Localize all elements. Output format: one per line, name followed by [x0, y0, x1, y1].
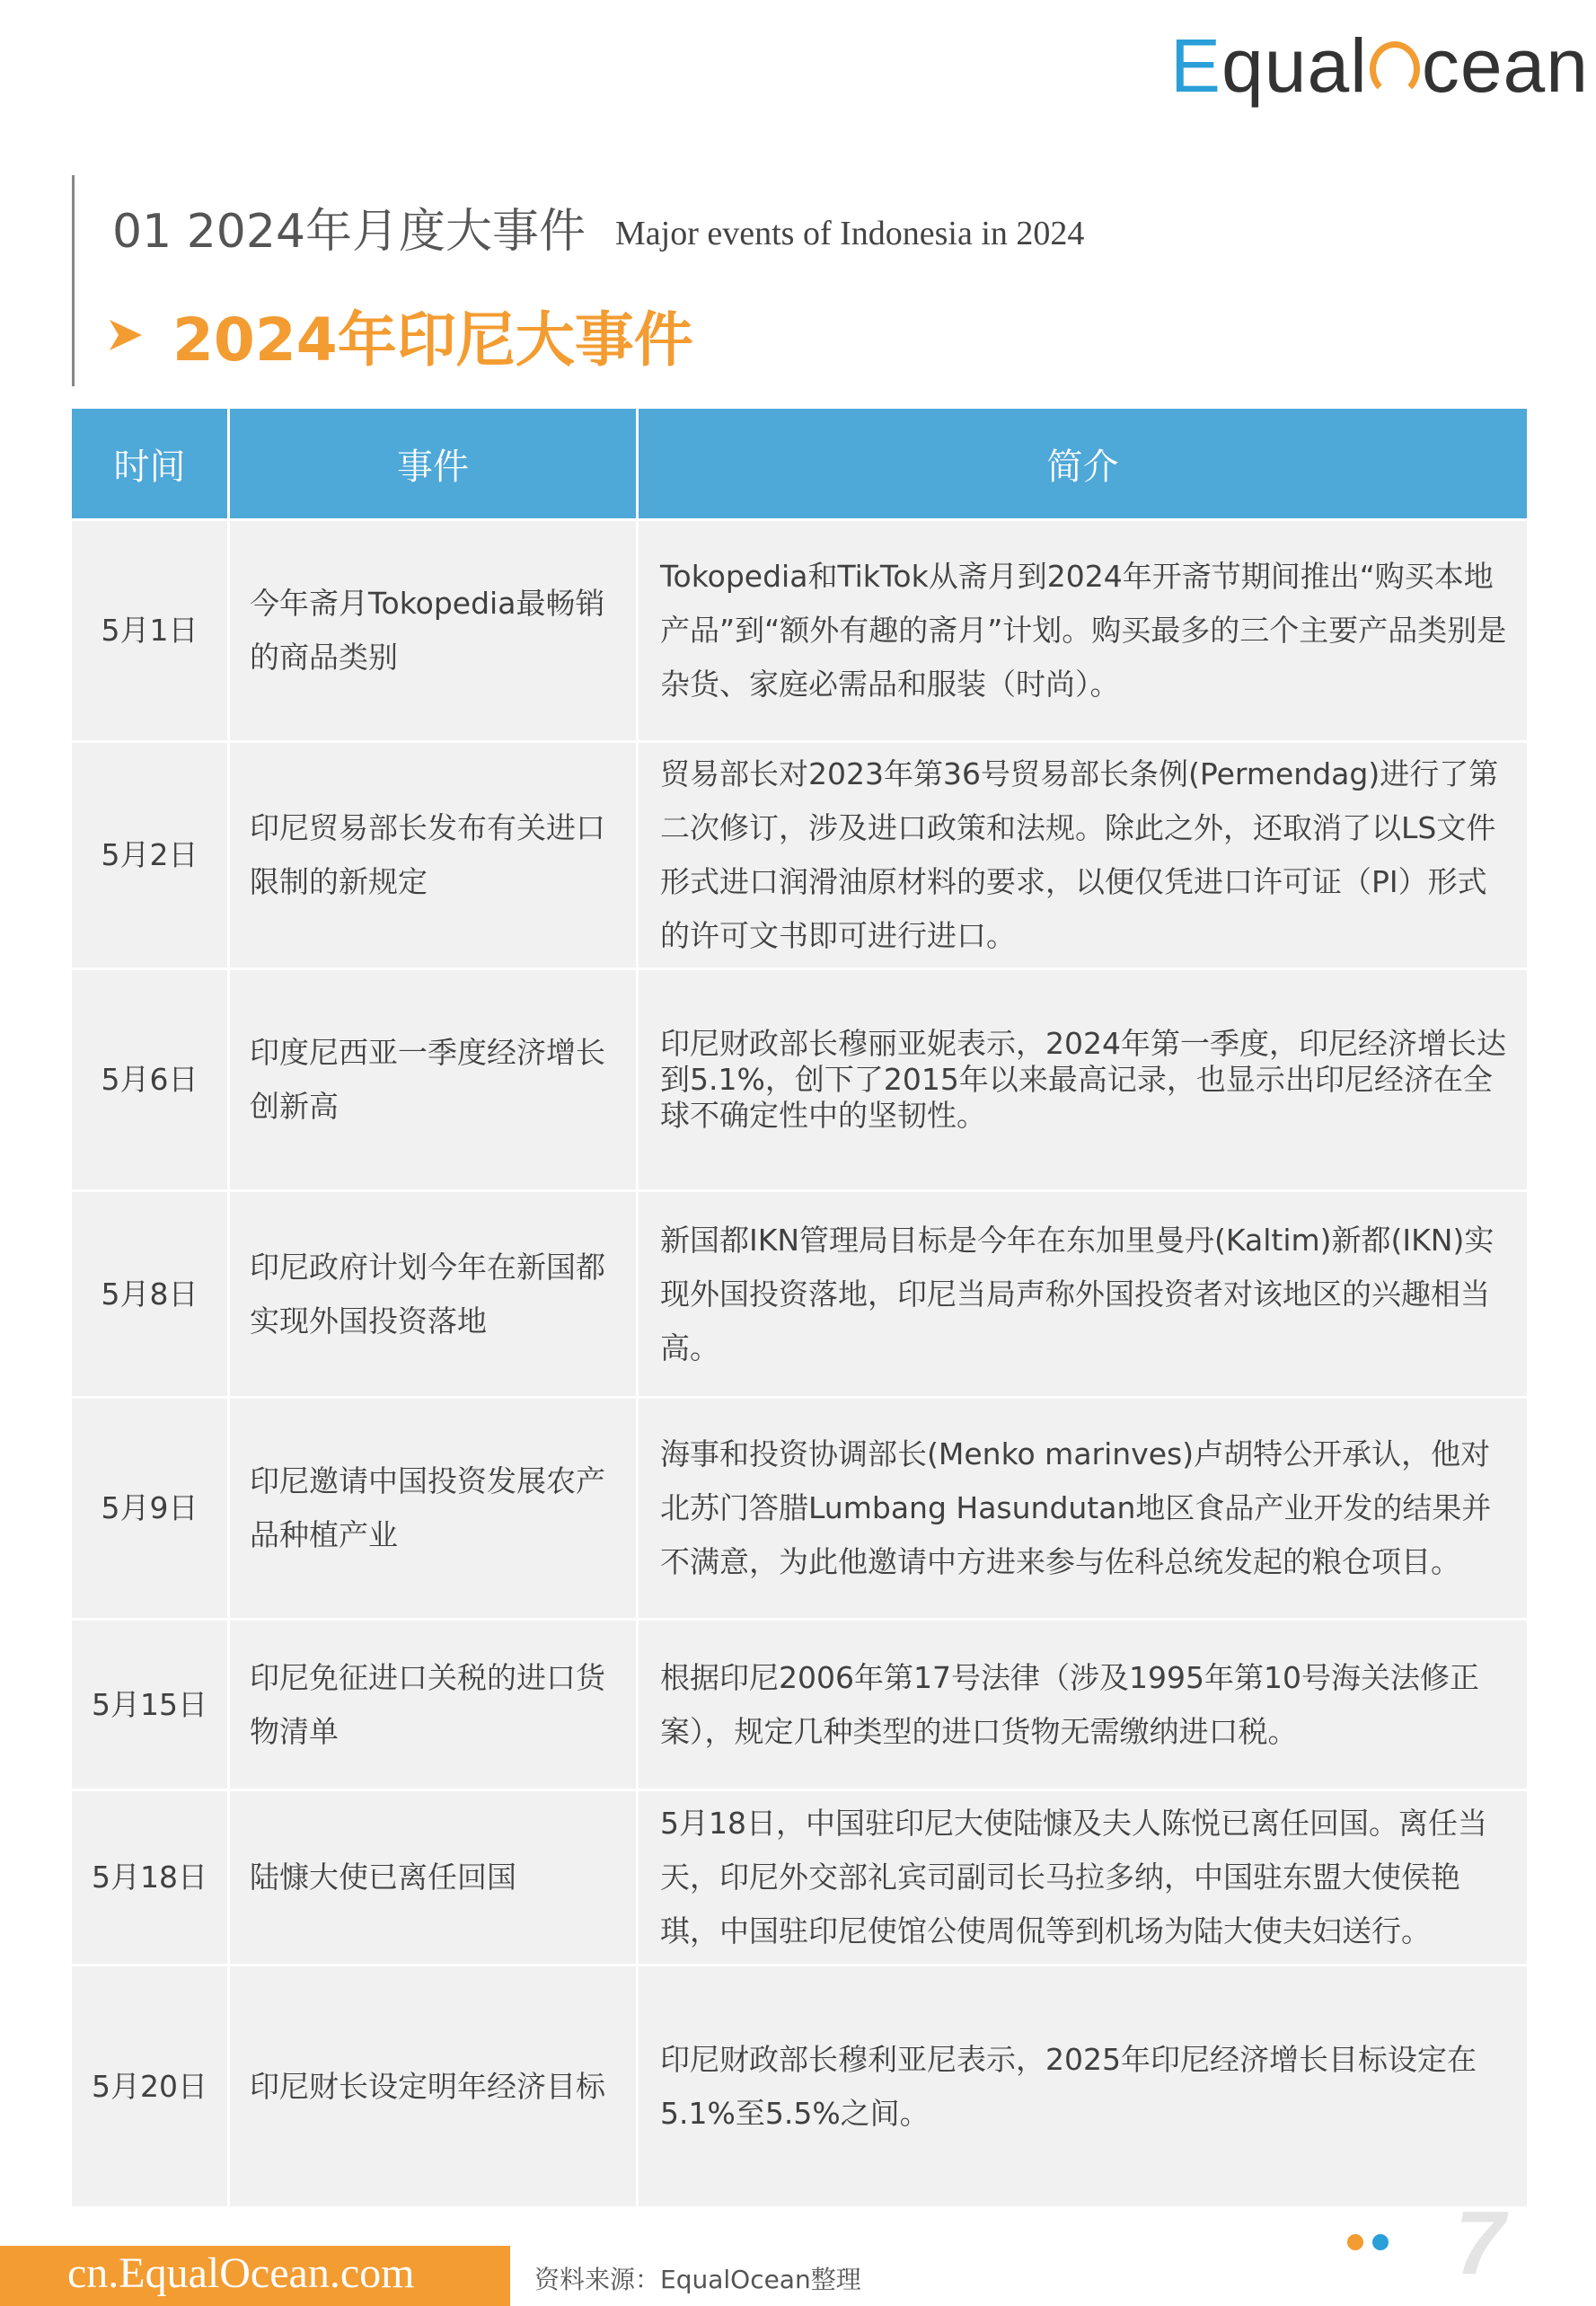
equalocean-logo: [1170, 25, 1589, 106]
table-row: [72, 1189, 1527, 1396]
section-subtitle: Major events of Indonesia in 2024: [615, 215, 1085, 252]
row-event: 印度尼西亚一季度经济增长创新高: [230, 970, 639, 1189]
row-event: 印尼免征进口关税的进口货物清单: [230, 1621, 639, 1789]
table-header: [72, 409, 1527, 518]
table-row: [72, 1396, 1527, 1618]
source-note: 资料来源：EqualOcean整理: [534, 2265, 861, 2294]
row-date: 5月6日: [72, 970, 230, 1189]
page-number: 7: [1455, 2193, 1505, 2293]
row-description: 海事和投资协调部长(Menko marinves)卢胡特公开承认，他对北苏门答腊Lumbang Hasundutan地区食品产业开发的结果并不满意，为此他邀请中方进来参与佐科总统发起的粮仓项目。: [660, 1436, 1492, 1579]
row-date: 5月15日: [72, 1621, 230, 1789]
page-title: 2024年印尼大事件: [172, 305, 693, 375]
header-event: 事件: [230, 409, 639, 518]
dot-icon: [1372, 2234, 1389, 2250]
logo-ring-icon: [1370, 41, 1420, 97]
header-summary: 简介: [1046, 446, 1119, 488]
decorative-dots: [1347, 2234, 1389, 2250]
table-row: [72, 1789, 1527, 1964]
table-row: [72, 967, 1527, 1189]
row-description: 5月18日，中国驻印尼大使陆慷及夫人陈悦已离任回国。离任当天，印尼外交部礼宾司副司长马拉多纳，中国驻东盟大使侯艳琪，中国驻印尼使馆公使周侃等到机场为陆大使夫妇送行。: [660, 1806, 1487, 1948]
dot-icon: [1347, 2234, 1363, 2250]
row-description: 印尼财政部长穆利亚尼表示，2025年印尼经济增长目标设定在5.1%至5.5%之间。: [660, 2041, 1477, 2131]
page-title-group: [110, 292, 693, 377]
row-date: 5月1日: [72, 521, 230, 740]
section-title: 01 2024年月度大事件: [112, 205, 586, 259]
chevron-right-icon: [110, 313, 145, 358]
table-row: [72, 740, 1527, 967]
table-row: [72, 1964, 1527, 2206]
row-description: 贸易部长对2023年第36号贸易部长条例(Permendag)进行了第二次修订，涉及进口政策和法规。除此之外，还取消了以LS文件形式进口润滑油原材料的要求，以便仅凭进口许可证（PI）形式的许可文书即可进行进口。: [660, 756, 1499, 953]
row-date: 5月18日: [72, 1791, 230, 1964]
row-date: 5月2日: [72, 743, 230, 967]
row-event: 印尼贸易部长发布有关进口限制的新规定: [230, 743, 639, 967]
row-description: 印尼财政部长穆丽亚妮表示，2024年第一季度，印尼经济增长达到5.1%，创下了2015年以来最高记录，也显示出印尼经济在全球不确定性中的坚韧性。: [660, 1026, 1506, 1133]
row-event: 印尼邀请中国投资发展农产品种植产业: [230, 1399, 639, 1618]
row-event: 印尼政府计划今年在新国都实现外国投资落地: [230, 1192, 639, 1396]
table-row: [72, 518, 1527, 740]
row-event: 今年斋月Tokopedia最畅销的商品类别: [230, 521, 639, 740]
row-event: 陆慷大使已离任回国: [230, 1791, 639, 1964]
header-time: 时间: [72, 409, 230, 518]
row-date: 5月20日: [72, 1966, 230, 2206]
row-description: 新国都IKN管理局目标是今年在东加里曼丹(Kaltim)新都(IKN)实现外国投资落地，印尼当局声称外国投资者对该地区的兴趣相当高。: [660, 1222, 1495, 1365]
logo-wordmark: Equal cean: [1170, 23, 1589, 108]
footer-url-link[interactable]: cn.EqualOcean.com: [67, 2249, 415, 2297]
events-table: [72, 409, 1527, 2206]
header-divider: [72, 175, 75, 386]
table-row: [72, 1618, 1527, 1789]
row-event: 印尼财长设定明年经济目标: [230, 1966, 639, 2206]
row-date: 5月8日: [72, 1192, 230, 1396]
row-description: 根据印尼2006年第17号法律（涉及1995年第10号海关法修正案），规定几种类型的进口货物无需缴纳进口税。: [660, 1659, 1479, 1749]
row-date: 5月9日: [72, 1399, 230, 1618]
row-description: Tokopedia和TikTok从斋月到2024年开斋节期间推出“购买本地产品”到“额外有趣的斋月”计划。购买最多的三个主要产品类别是杂货、家庭必需品和服装（时尚）。: [660, 559, 1507, 702]
